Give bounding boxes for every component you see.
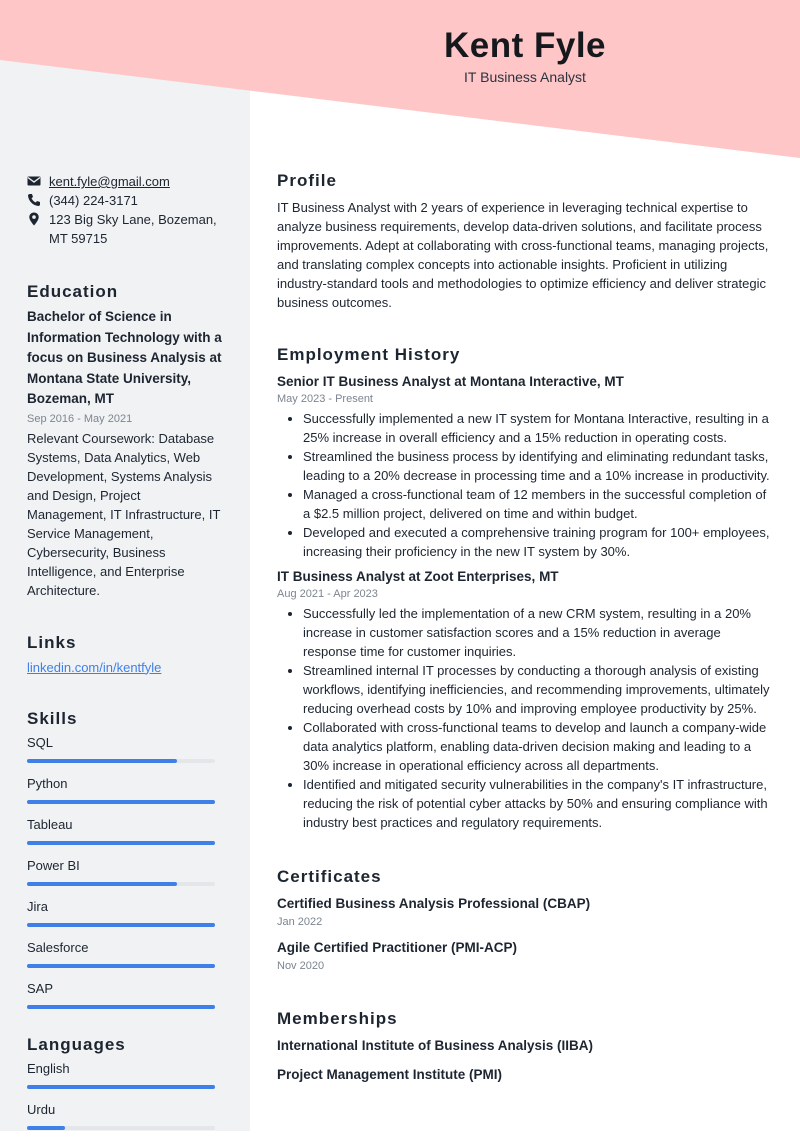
job-dates: Aug 2021 - Apr 2023 — [277, 588, 378, 600]
language-level-bar — [27, 1085, 215, 1089]
certificate-date: Nov 2020 — [277, 960, 325, 972]
certificate-title: Certified Business Analysis Professional (CBAP) — [277, 896, 591, 911]
certificate-title: Agile Certified Practitioner (PMI-ACP) — [277, 940, 518, 955]
employment-heading: Employment History — [277, 345, 461, 364]
profile-text: IT Business Analyst with 2 years of experience in leveraging technical expertise to analyze business requirements, develop data-driven solutions, and facilitate process improvements. Adept at collaborating with cross-functional teams, managing projects, and translating complex concepts into actionable insights. Proficient in utilizing industry-standard tools and methodologies to optimize efficiency and deliver strategic business outcomes. — [277, 200, 769, 310]
job-bullet: • Collaborated with cross-functional teams to develop and launch a company-wide data analytics platform, enabling data-driven decision making and leading to a 30% increase in operational efficiency across all departments. — [303, 718, 772, 775]
sidebar — [27, 172, 222, 1142]
job-bullet: • Successfully implemented a new IT system for Montana Interactive, resulting in a 25% increase in overall efficiency and a 15% reduction in operating costs. — [303, 409, 772, 447]
language-item — [27, 1060, 222, 1089]
email-link[interactable]: kent.fyle@gmail.com — [49, 174, 170, 189]
job-bullet: • Streamlined internal IT processes by conducting a thorough analysis of existing workflows, identifying inefficiencies, and recommending improvements, ultimately reducing overhead costs by 10% and improving employee productivity by 25%. — [303, 661, 772, 718]
certificate-date: Jan 2022 — [277, 916, 323, 928]
job-title: IT Business Analyst at Zoot Enterprises, MT — [277, 569, 559, 584]
skill-level-bar — [27, 841, 215, 845]
education-dates: Sep 2016 - May 2021 — [27, 412, 133, 425]
certificate-entry — [277, 938, 772, 974]
languages-list — [27, 1060, 222, 1130]
skill-name: SQL — [27, 734, 54, 750]
jobs-list — [277, 372, 772, 832]
skill-name: Jira — [27, 898, 48, 914]
job-entry — [277, 372, 772, 561]
skill-level-bar — [27, 964, 215, 968]
skill-level-fill — [27, 923, 215, 927]
job-dates: May 2023 - Present — [277, 393, 373, 405]
skill-level-bar — [27, 759, 215, 763]
contact-phone-row — [27, 191, 222, 210]
phone-text: (344) 224-3171 — [49, 193, 138, 208]
skill-level-fill — [27, 964, 215, 968]
skill-item — [27, 939, 222, 968]
skill-level-bar — [27, 800, 215, 804]
skill-level-fill — [27, 800, 215, 804]
job-bullets — [277, 409, 772, 561]
certificates-list — [277, 894, 772, 974]
contact-block — [27, 172, 222, 248]
language-level-fill — [27, 1085, 215, 1089]
education-section — [27, 282, 222, 600]
job-bullet: • Managed a cross-functional team of 12 members in the successful completion of a $2.5 million project, delivered on time and within budget. — [303, 485, 772, 523]
degree-title: Bachelor of Science in Information Technology with a focus on Business Analysis at Montana State University, Bozeman, MT — [27, 309, 222, 406]
skill-name: Power BI — [27, 857, 80, 873]
skill-name: Tableau — [27, 816, 73, 832]
profile-heading: Profile — [277, 171, 337, 190]
membership-item: Project Management Institute (PMI) — [277, 1067, 503, 1082]
location-pin-icon — [27, 212, 41, 226]
job-title: Senior IT Business Analyst at Montana Interactive, MT — [277, 374, 624, 389]
skill-item — [27, 898, 222, 927]
skills-heading: Skills — [27, 708, 78, 728]
languages-section — [27, 1035, 222, 1130]
language-level-bar — [27, 1126, 215, 1130]
candidate-name: Kent Fyle — [443, 26, 607, 65]
linkedin-link[interactable]: linkedin.com/in/kentfyle — [27, 659, 162, 675]
skill-level-fill — [27, 759, 177, 763]
skill-level-fill — [27, 1005, 215, 1009]
candidate-role: IT Business Analyst — [464, 69, 586, 85]
job-entry — [277, 567, 772, 832]
links-heading: Links — [27, 632, 77, 652]
job-bullets — [277, 604, 772, 832]
certificates-section — [277, 866, 772, 974]
skill-level-bar — [27, 1005, 215, 1009]
education-description: Relevant Coursework: Database Systems, Data Analytics, Web Development, Systems Analysis and Design, Project Management, IT Infrastructure, IT Service Management, Cybersecurity, Business Intelligence, and Enterprise Architecture. — [27, 430, 221, 598]
membership-item: International Institute of Business Analysis (IIBA) — [277, 1038, 594, 1053]
job-bullet: • Streamlined the business process by identifying and eliminating redundant tasks, leading to a 20% decrease in processing time and a 10% increase in productivity. — [303, 447, 772, 485]
phone-icon — [27, 193, 41, 207]
language-name: Urdu — [27, 1101, 56, 1117]
language-level-fill — [27, 1126, 65, 1130]
skill-name: SAP — [27, 980, 54, 996]
contact-email-row — [27, 172, 222, 191]
memberships-section — [277, 1008, 772, 1085]
links-section — [27, 633, 222, 677]
skill-item — [27, 734, 222, 763]
skill-item — [27, 775, 222, 804]
skill-item — [27, 857, 222, 886]
job-bullet: • Developed and executed a comprehensive training program for 100+ employees, increasing their proficiency in the new IT system by 30%. — [303, 523, 772, 561]
job-bullet: • Successfully led the implementation of a new CRM system, resulting in a 20% increase in customer satisfaction scores and a 15% reduction in average response time for customer inquiries. — [303, 604, 772, 661]
language-item — [27, 1101, 222, 1130]
contact-address-row — [27, 210, 222, 248]
skill-name: Python — [27, 775, 68, 791]
job-bullet: • Identified and mitigated security vulnerabilities in the company's IT infrastructure, reducing the risk of potential cyber attacks by 50% and ensuring compliance with industry best practices and regulatory requirements. — [303, 775, 772, 832]
skill-level-bar — [27, 923, 215, 927]
skill-level-fill — [27, 841, 215, 845]
profile-section — [277, 170, 772, 312]
envelope-icon — [27, 174, 41, 188]
memberships-list — [277, 1036, 772, 1085]
skills-section — [27, 709, 222, 1009]
skills-list — [27, 734, 222, 1009]
resume-header — [250, 24, 800, 85]
address-text: 123 Big Sky Lane, Bozeman, MT 59715 — [49, 212, 217, 246]
languages-heading: Languages — [27, 1034, 126, 1054]
main-content — [277, 170, 772, 1094]
skill-name: Salesforce — [27, 939, 89, 955]
skill-level-bar — [27, 882, 215, 886]
education-heading: Education — [27, 282, 119, 301]
skill-level-fill — [27, 882, 177, 886]
skill-item — [27, 980, 222, 1009]
certificates-heading: Certificates — [277, 867, 382, 886]
skill-item — [27, 816, 222, 845]
certificate-entry — [277, 894, 772, 930]
memberships-heading: Memberships — [277, 1009, 398, 1028]
employment-section — [277, 344, 772, 832]
language-name: English — [27, 1060, 70, 1076]
